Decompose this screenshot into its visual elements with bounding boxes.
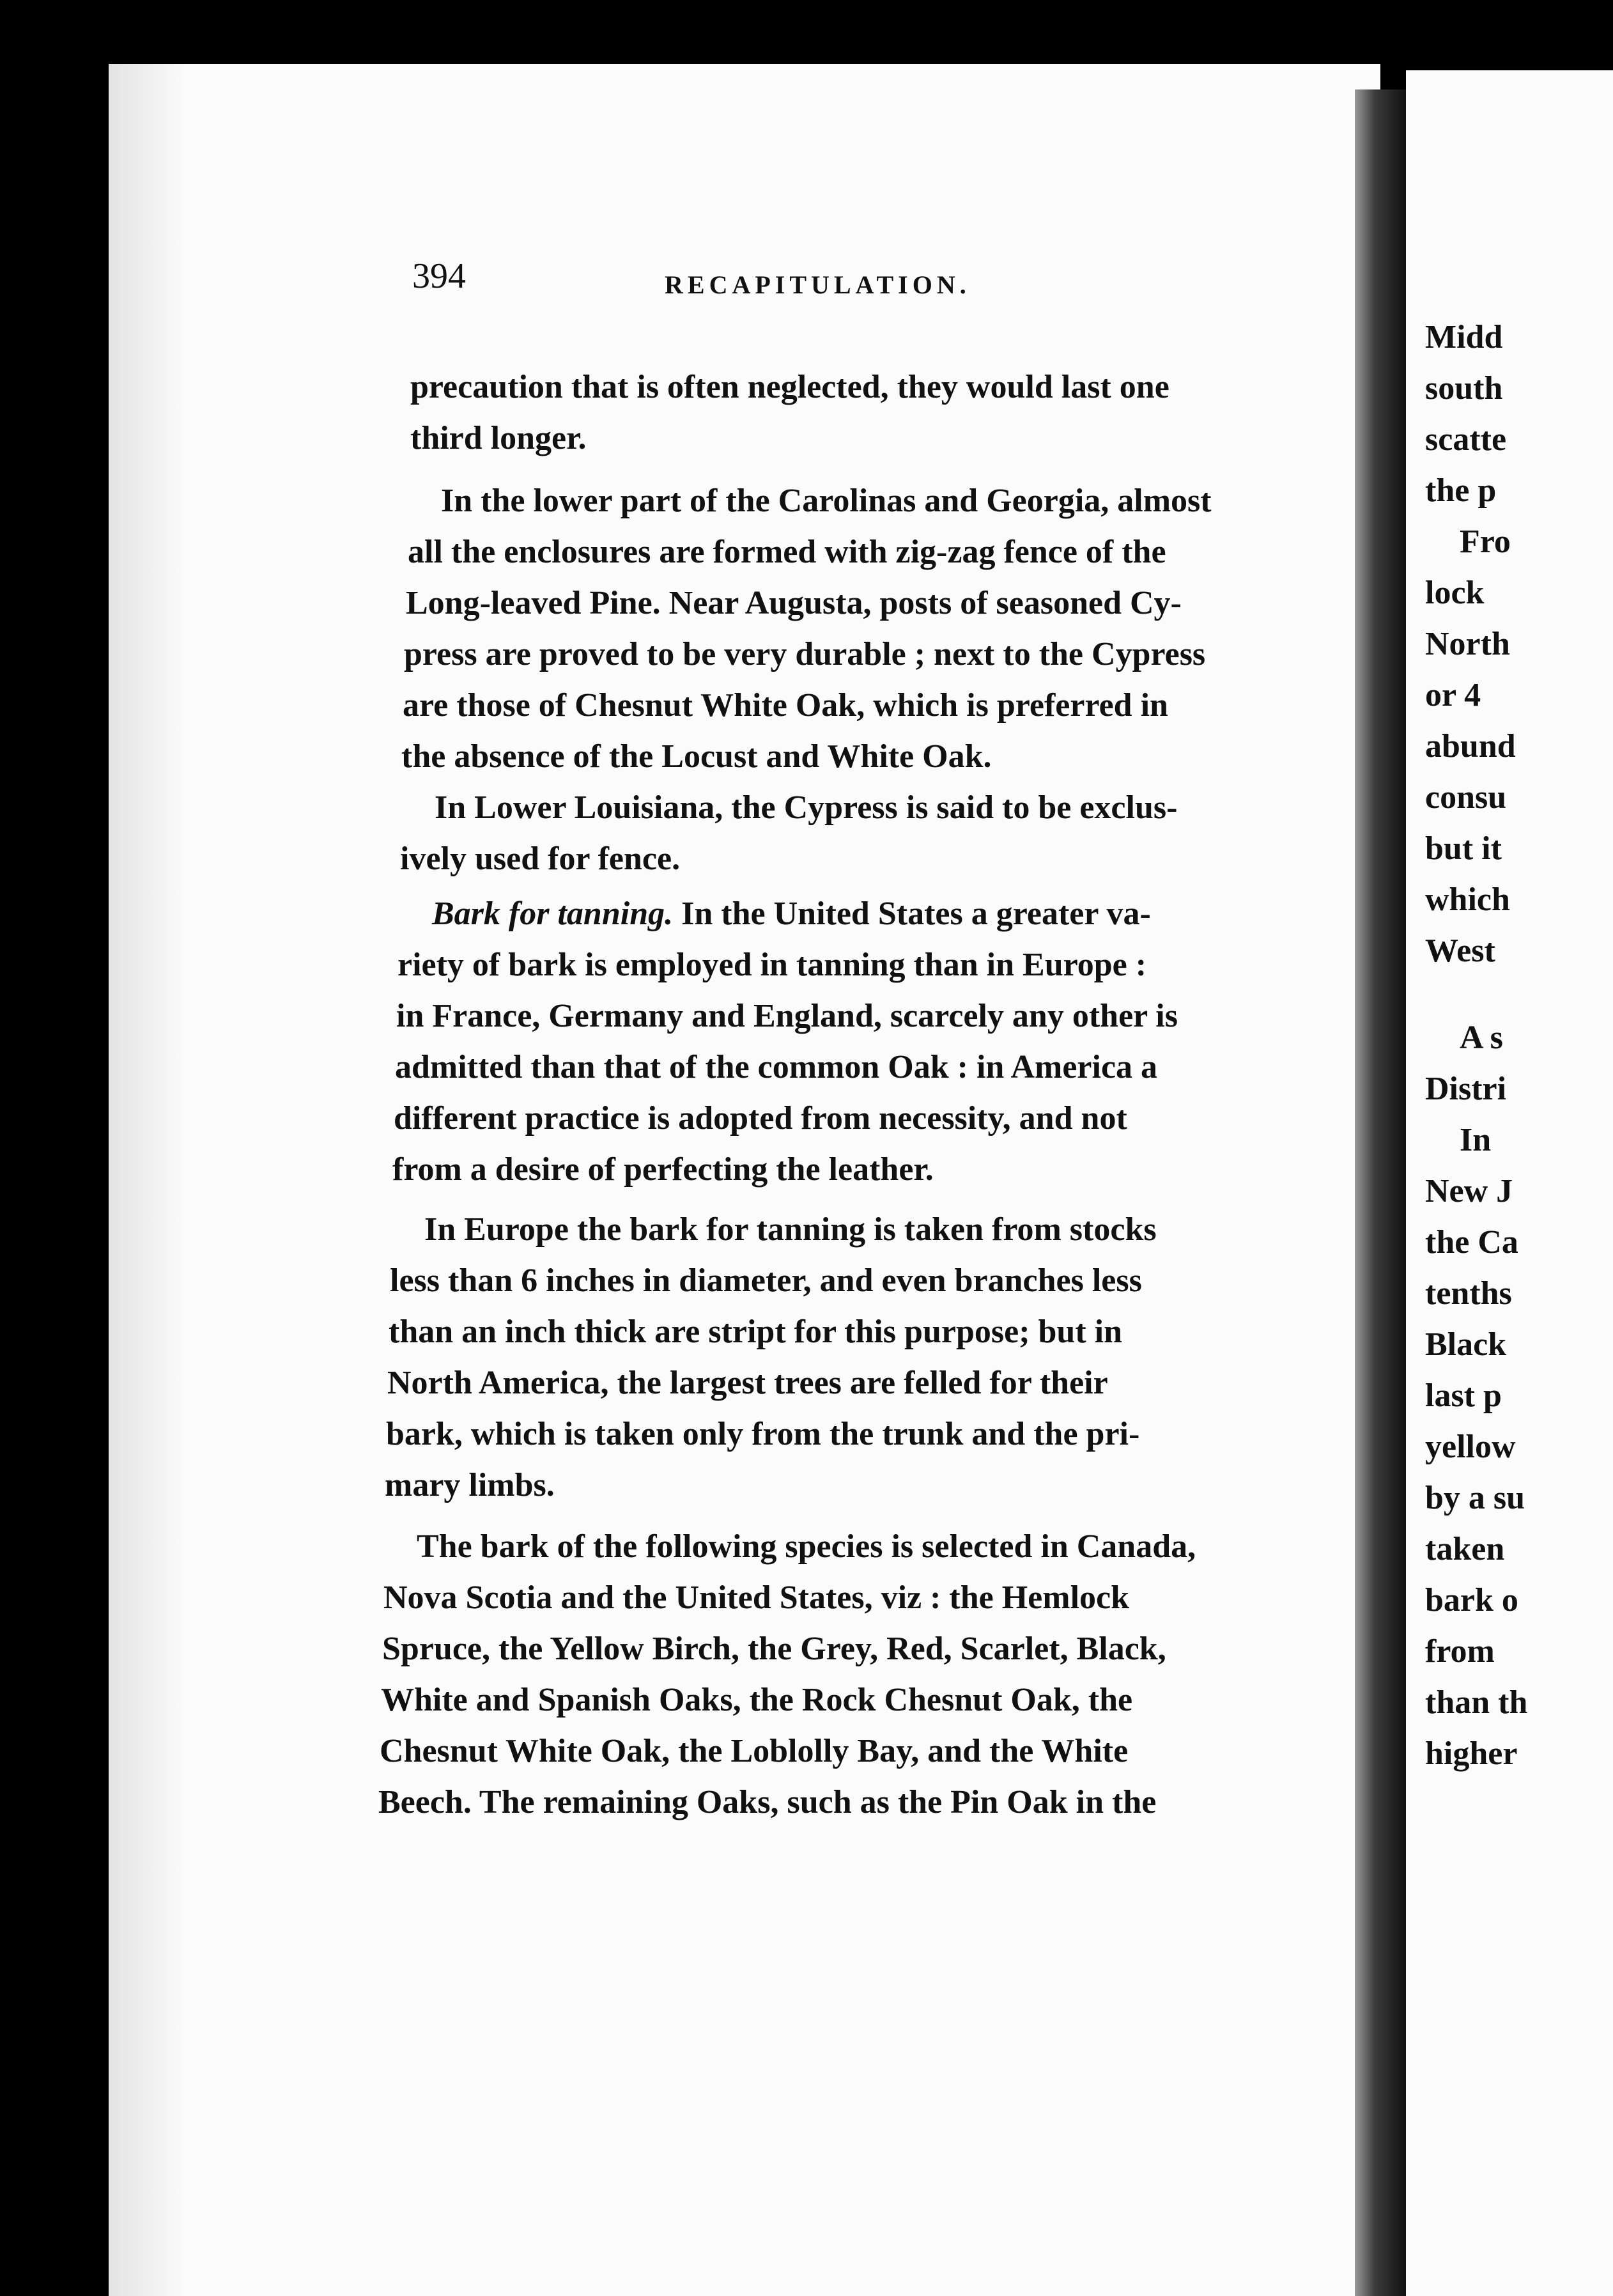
- text-line: the Ca: [1425, 1224, 1518, 1260]
- text-line: different practice is adopted from necessity, and not: [394, 1100, 1127, 1136]
- text-line: In: [1460, 1122, 1492, 1158]
- text-line: are those of Chesnut White Oak, which is preferred in: [403, 687, 1168, 724]
- text-line: mary limbs.: [385, 1467, 555, 1503]
- text-line: riety of bark is employed in tanning than in Europe :: [397, 947, 1147, 983]
- text-line-rest: In the United States a greater va-: [681, 896, 1151, 932]
- text-line: than an inch thick are stript for this purpose; but in: [389, 1314, 1123, 1350]
- text-line: in France, Germany and England, scarcely any other is: [396, 998, 1178, 1034]
- text-line: Black: [1425, 1326, 1507, 1363]
- text-line: Chesnut White Oak, the Loblolly Bay, and the White: [380, 1733, 1129, 1769]
- text-line: A s: [1460, 1020, 1503, 1056]
- text-line: Long-leaved Pine. Near Augusta, posts of seasoned Cy-: [406, 585, 1182, 621]
- text-line: which: [1425, 881, 1510, 918]
- text-line: precaution that is often neglected, they would last one: [410, 369, 1169, 405]
- text-line: bark o: [1425, 1582, 1518, 1618]
- text-line: or 4: [1425, 677, 1481, 713]
- text-line: from a desire of perfecting the leather.: [392, 1151, 934, 1188]
- book-gutter: [1355, 89, 1406, 2296]
- text-line: by a su: [1425, 1480, 1525, 1516]
- text-line: New J: [1425, 1173, 1513, 1209]
- text-line: consu: [1425, 779, 1507, 816]
- text-line: Nova Scotia and the United States, viz : the Hemlock: [383, 1579, 1130, 1616]
- text-line: Fro: [1460, 524, 1511, 560]
- text-line: In Lower Louisiana, the Cypress is said to be exclus-: [435, 789, 1178, 826]
- right-page: [1406, 70, 1613, 2296]
- left-page: [109, 64, 1380, 2296]
- text-line: North America, the largest trees are felled for their: [387, 1365, 1108, 1401]
- text-line: from: [1425, 1633, 1495, 1670]
- text-line: all the enclosures are formed with zig-zag fence of the: [408, 534, 1166, 570]
- text-line: the absence of the Locust and White Oak.: [401, 738, 992, 775]
- text-line: ively used for fence.: [400, 841, 681, 877]
- page-number: 394: [412, 256, 466, 296]
- text-line: White and Spanish Oaks, the Rock Chesnut Oak, the: [381, 1682, 1133, 1718]
- text-line: the p: [1425, 472, 1497, 509]
- text-line: Spruce, the Yellow Birch, the Grey, Red, Scarlet, Black,: [382, 1631, 1166, 1667]
- text-line: south: [1425, 370, 1503, 407]
- text-line: tenths: [1425, 1275, 1512, 1312]
- text-line: last p: [1425, 1377, 1502, 1414]
- text-line: [432, 895, 1151, 933]
- text-line: scatte: [1425, 421, 1507, 458]
- italic-heading: Bark for tanning.: [432, 896, 674, 932]
- text-line: In the lower part of the Carolinas and Georgia, almost: [441, 483, 1212, 519]
- text-line: press are proved to be very durable ; next to the Cypress: [404, 636, 1206, 672]
- text-line: taken: [1425, 1531, 1505, 1567]
- text-line: abund: [1425, 728, 1516, 764]
- text-line: yellow: [1425, 1429, 1516, 1465]
- text-line: In Europe the bark for tanning is taken from stocks: [424, 1211, 1157, 1248]
- text-line: Distri: [1425, 1071, 1507, 1107]
- text-line: higher: [1425, 1735, 1518, 1772]
- text-line: North: [1425, 626, 1510, 662]
- text-line: than th: [1425, 1684, 1528, 1721]
- text-line: The bark of the following species is selected in Canada,: [417, 1528, 1196, 1565]
- text-line: third longer.: [410, 420, 587, 456]
- text-line: but it: [1425, 830, 1502, 867]
- text-line: West: [1425, 933, 1495, 969]
- text-line: bark, which is taken only from the trunk and the pri-: [386, 1416, 1140, 1452]
- text-line: Midd: [1425, 319, 1503, 355]
- running-head: RECAPITULATION.: [665, 270, 971, 299]
- text-line: less than 6 inches in diameter, and even branches less: [390, 1262, 1142, 1299]
- text-line: lock: [1425, 575, 1485, 611]
- text-line: Beech. The remaining Oaks, such as the Pin Oak in the: [378, 1784, 1157, 1820]
- text-line: admitted than that of the common Oak : in America a: [395, 1049, 1158, 1085]
